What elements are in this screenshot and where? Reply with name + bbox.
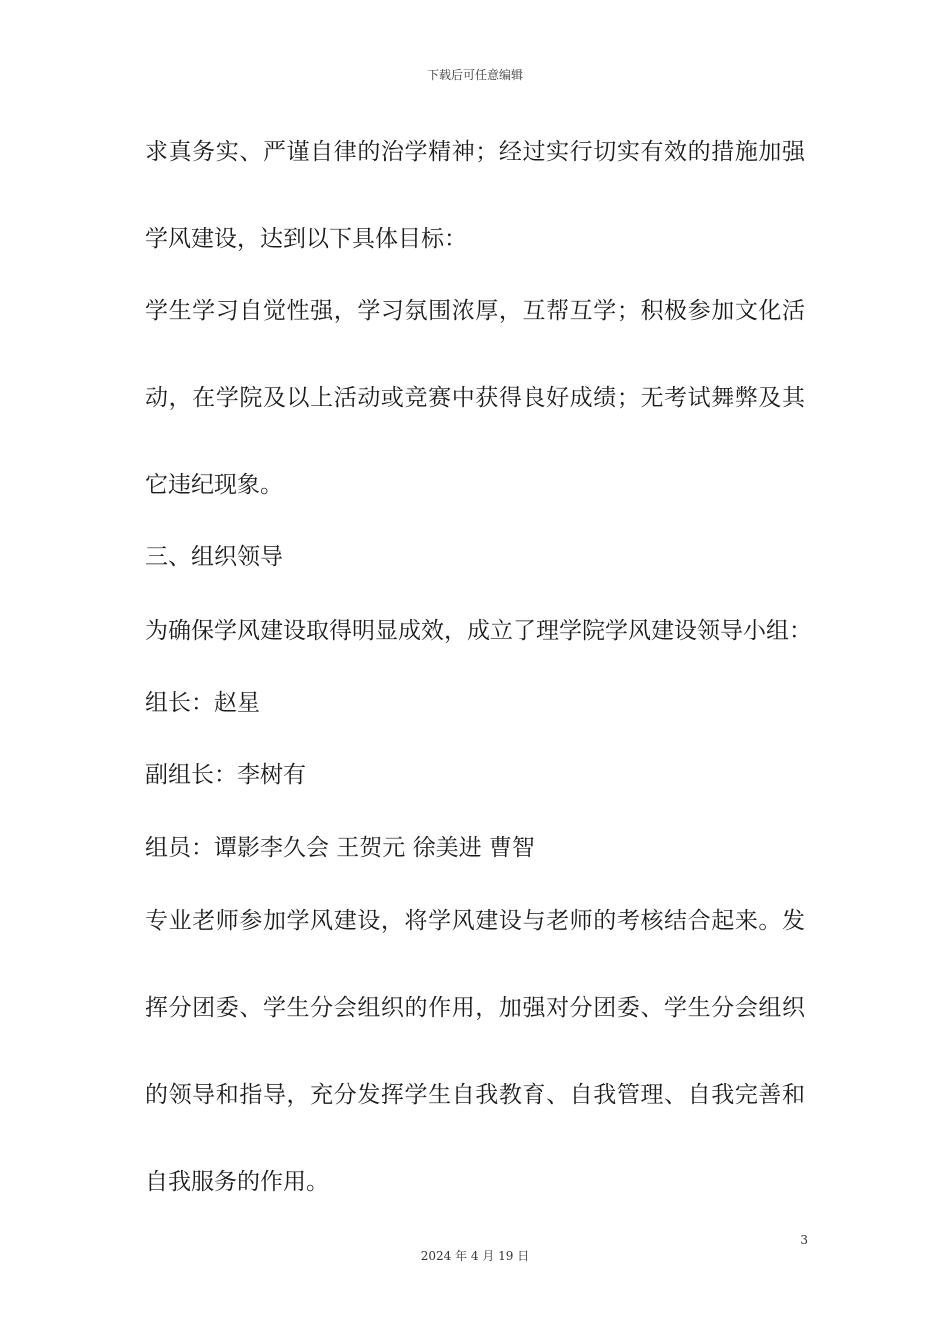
footer-date: 2024 年 4 月 19 日 [420,1249,530,1263]
body-line: 挥分团委、学生分会组织的作用，加强对分团委、学生分会组织 [145,995,805,1021]
body-line: 专业老师参加学风建设，将学风建设与老师的考核结合起来。发 [145,908,805,934]
group-members-line: 组员：谭影李久会 王贺元 徐美进 曹智 [145,835,535,861]
body-line: 自我服务的作用。 [145,1169,329,1195]
group-leader-line: 组长：赵星 [145,690,260,716]
body-line: 它违纪现象。 [145,472,283,498]
body-line: 为确保学风建设取得明显成效，成立了理学院学风建设领导小组： [145,618,812,644]
page-header: 下载后可任意编辑 [426,68,523,82]
page-number: 3 [800,1233,808,1247]
body-line: 的领导和指导，充分发挥学生自我教育、自我管理、自我完善和 [145,1082,805,1108]
body-line: 求真务实、严谨自律的治学精神；经过实行切实有效的措施加强 [145,139,805,165]
body-line: 学风建设，达到以下具体目标： [145,226,467,252]
deputy-leader-line: 副组长：李树有 [145,762,306,788]
section-heading: 三、组织领导 [145,544,283,570]
body-line: 动，在学院及以上活动或竞赛中获得良好成绩；无考试舞弊及其 [145,385,805,411]
body-line: 学生学习自觉性强，学习氛围浓厚，互帮互学；积极参加文化活 [145,298,805,324]
